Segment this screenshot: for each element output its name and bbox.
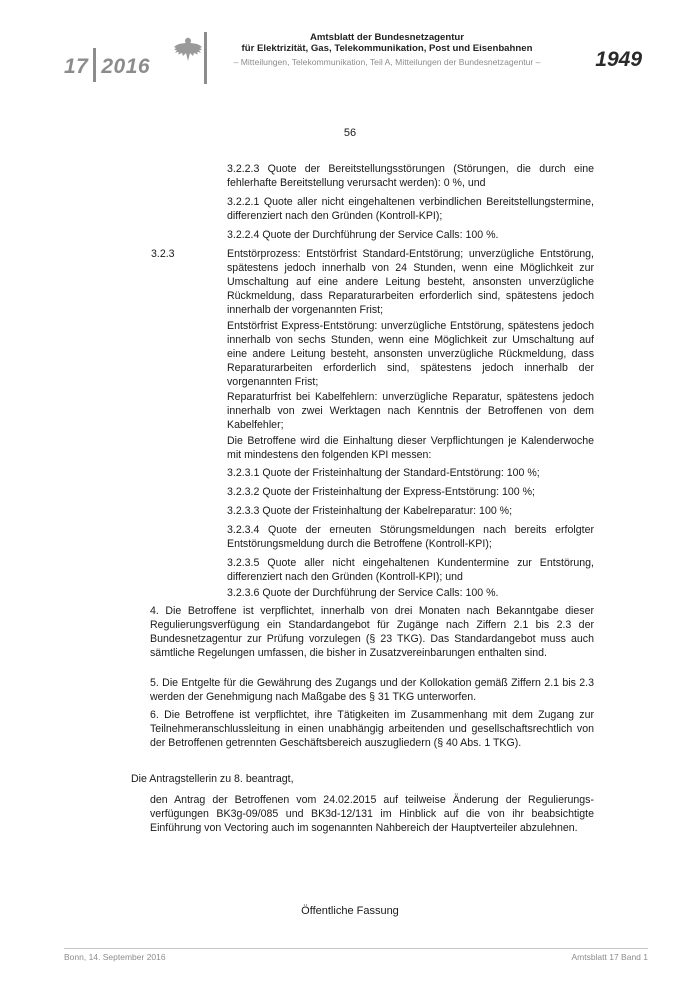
reparaturfrist: Reparaturfrist bei Kabelfehlern: unverzügliche Reparatur, spätestens jedoch innerhalb von zwei Werktagen nach Kenntnis der Betroffenen von dem Kabelfehler;: [227, 391, 594, 431]
federal-eagle-icon: [173, 34, 203, 64]
item-3-2-3-3: 3.2.3.3 Quote der Fristeinhaltung der Kabelreparatur: 100 %;: [227, 505, 513, 517]
oeffentliche-fassung: Öffentliche Fassung: [301, 905, 399, 917]
item-3-2-3-5: 3.2.3.5 Quote aller nicht eingehaltenen Kundentermine zur Entstörung, differenziert nach den Gründen (Kontroll-KPI); und: [227, 557, 594, 583]
point-4: 4. Die Betroffene ist verpflichtet, innerhalb von drei Monaten nach Bekanntgabe dieser Regulierungsverfügung ein Standardangebot für Zugänge nach Ziffern 2.1 bis 2.3 der Bundesnetzagentur zur Prüfung vorzulegen (§ 23 TKG). Das Standardangebot muss auch sämtliche Regelungen umfassen, die bisher in Zusatzvereinbarungen enthalten sind.: [150, 605, 594, 659]
year-label: 2016: [101, 55, 151, 78]
footer-volume: Amtsblatt 17 Band 1: [571, 952, 648, 962]
item-3-2-2-1: 3.2.2.1 Quote aller nicht eingehaltenen verbindlichen Bereitstellungstermine, differenziert nach den Gründen (Kontroll-KPI);: [227, 196, 594, 222]
kpi-intro: Die Betroffene wird die Einhaltung dieser Verpflichtungen je Kalenderwoche mit mindestens den folgenden KPI messen:: [227, 435, 594, 461]
item-3-2-3-label: 3.2.3: [151, 248, 175, 260]
item-3-2-3-1: 3.2.3.1 Quote der Fristeinhaltung der Standard-Entstörung: 100 %;: [227, 467, 540, 479]
issue-label: 17: [64, 55, 89, 78]
item-3-2-3: [151, 248, 594, 318]
antrag-text: den Antrag der Betroffenen vom 24.02.2015 auf teilweise Änderung der Regulierungsverfügungen BK3g-09/085 und BK3d-12/131 im Hinblick auf die von ihr beabsichtigte Einführung von Vectoring auch im sogenannten Nahbereich der Hauptverteiler abzulehnen.: [150, 794, 594, 834]
issue-divider: [93, 48, 96, 82]
document-page-number: 56: [343, 127, 357, 139]
title-line-1: Amtsblatt der Bundesnetzagentur: [309, 32, 465, 43]
item-3-2-2-3: 3.2.2.3 Quote der Bereitstellungsstörungen (Störungen, die durch eine fehlerhafte Bereitstellung verursacht werden): 0 %, und: [227, 163, 594, 189]
footer-date: Bonn, 14. September 2016: [64, 952, 166, 962]
antragstellerin-intro: Die Antragstellerin zu 8. beantragt,: [131, 773, 294, 785]
publication-subtitle: – Mitteilungen, Telekommunikation, Teil A, Mitteilungen der Bundesnetzagentur –: [233, 57, 541, 67]
express-entstoerung: Entstörfrist Express-Entstörung: unverzügliche Entstörung, spätestens jedoch innerhalb von sechs Stunden, wenn eine Möglichkeit zur Umschaltung auf eine andere Leitung besteht, ansonsten unverzügliche Rückmeldung, dass Reparaturarbeiten erforderlich sind, spätestens jedoch innerhalb der vorgenannten Frist;: [227, 320, 594, 388]
publication-title: [212, 32, 562, 54]
footer-divider: [64, 948, 648, 949]
item-3-2-3-2: 3.2.3.2 Quote der Fristeinhaltung der Express-Entstörung: 100 %;: [227, 486, 535, 498]
item-3-2-3-6: 3.2.3.6 Quote der Durchführung der Service Calls: 100 %.: [227, 587, 499, 599]
title-line-2: für Elektrizität, Gas, Telekommunikation, Post und Eisenbahnen: [241, 43, 533, 54]
journal-page-number: 1949: [595, 48, 642, 71]
item-3-2-2-4: 3.2.2.4 Quote der Durchführung der Service Calls: 100 %.: [227, 229, 499, 241]
point-5: 5. Die Entgelte für die Gewährung des Zugangs und der Kollokation gemäß Ziffern 2.1 bis 2.3 werden der Genehmigung nach Maßgabe des § 31 TKG unterworfen.: [150, 677, 594, 703]
point-6: 6. Die Betroffene ist verpflichtet, ihre Tätigkeiten im Zusammenhang mit dem Zugang zur Teilnehmeranschlussleitung in einen unabhängig arbeitenden und gesellschaftsrechtlich von der Betroffenen getrennten Geschäftsbereich auszugliedern (§ 40 Abs. 1 TKG).: [150, 709, 594, 749]
item-3-2-3-text: Entstörprozess: Entstörfrist Standard-Entstörung; unverzügliche Entstörung, spätestens jedoch innerhalb von 24 Stunden, wenn eine Möglichkeit zur Umschaltung auf eine andere Leitung besteht, ansonsten unverzügliche Rückmeldung, dass Reparaturarbeiten erforderlich sind, spätestens jedoch innerhalb der vorgenannten Frist;: [227, 248, 594, 316]
issue-number: [64, 48, 150, 82]
header-divider: [204, 32, 207, 84]
item-3-2-3-4: 3.2.3.4 Quote der erneuten Störungsmeldungen nach bereits erfolgter Entstörungsmeldung durch die Betroffene (Kontroll-KPI);: [227, 524, 594, 550]
